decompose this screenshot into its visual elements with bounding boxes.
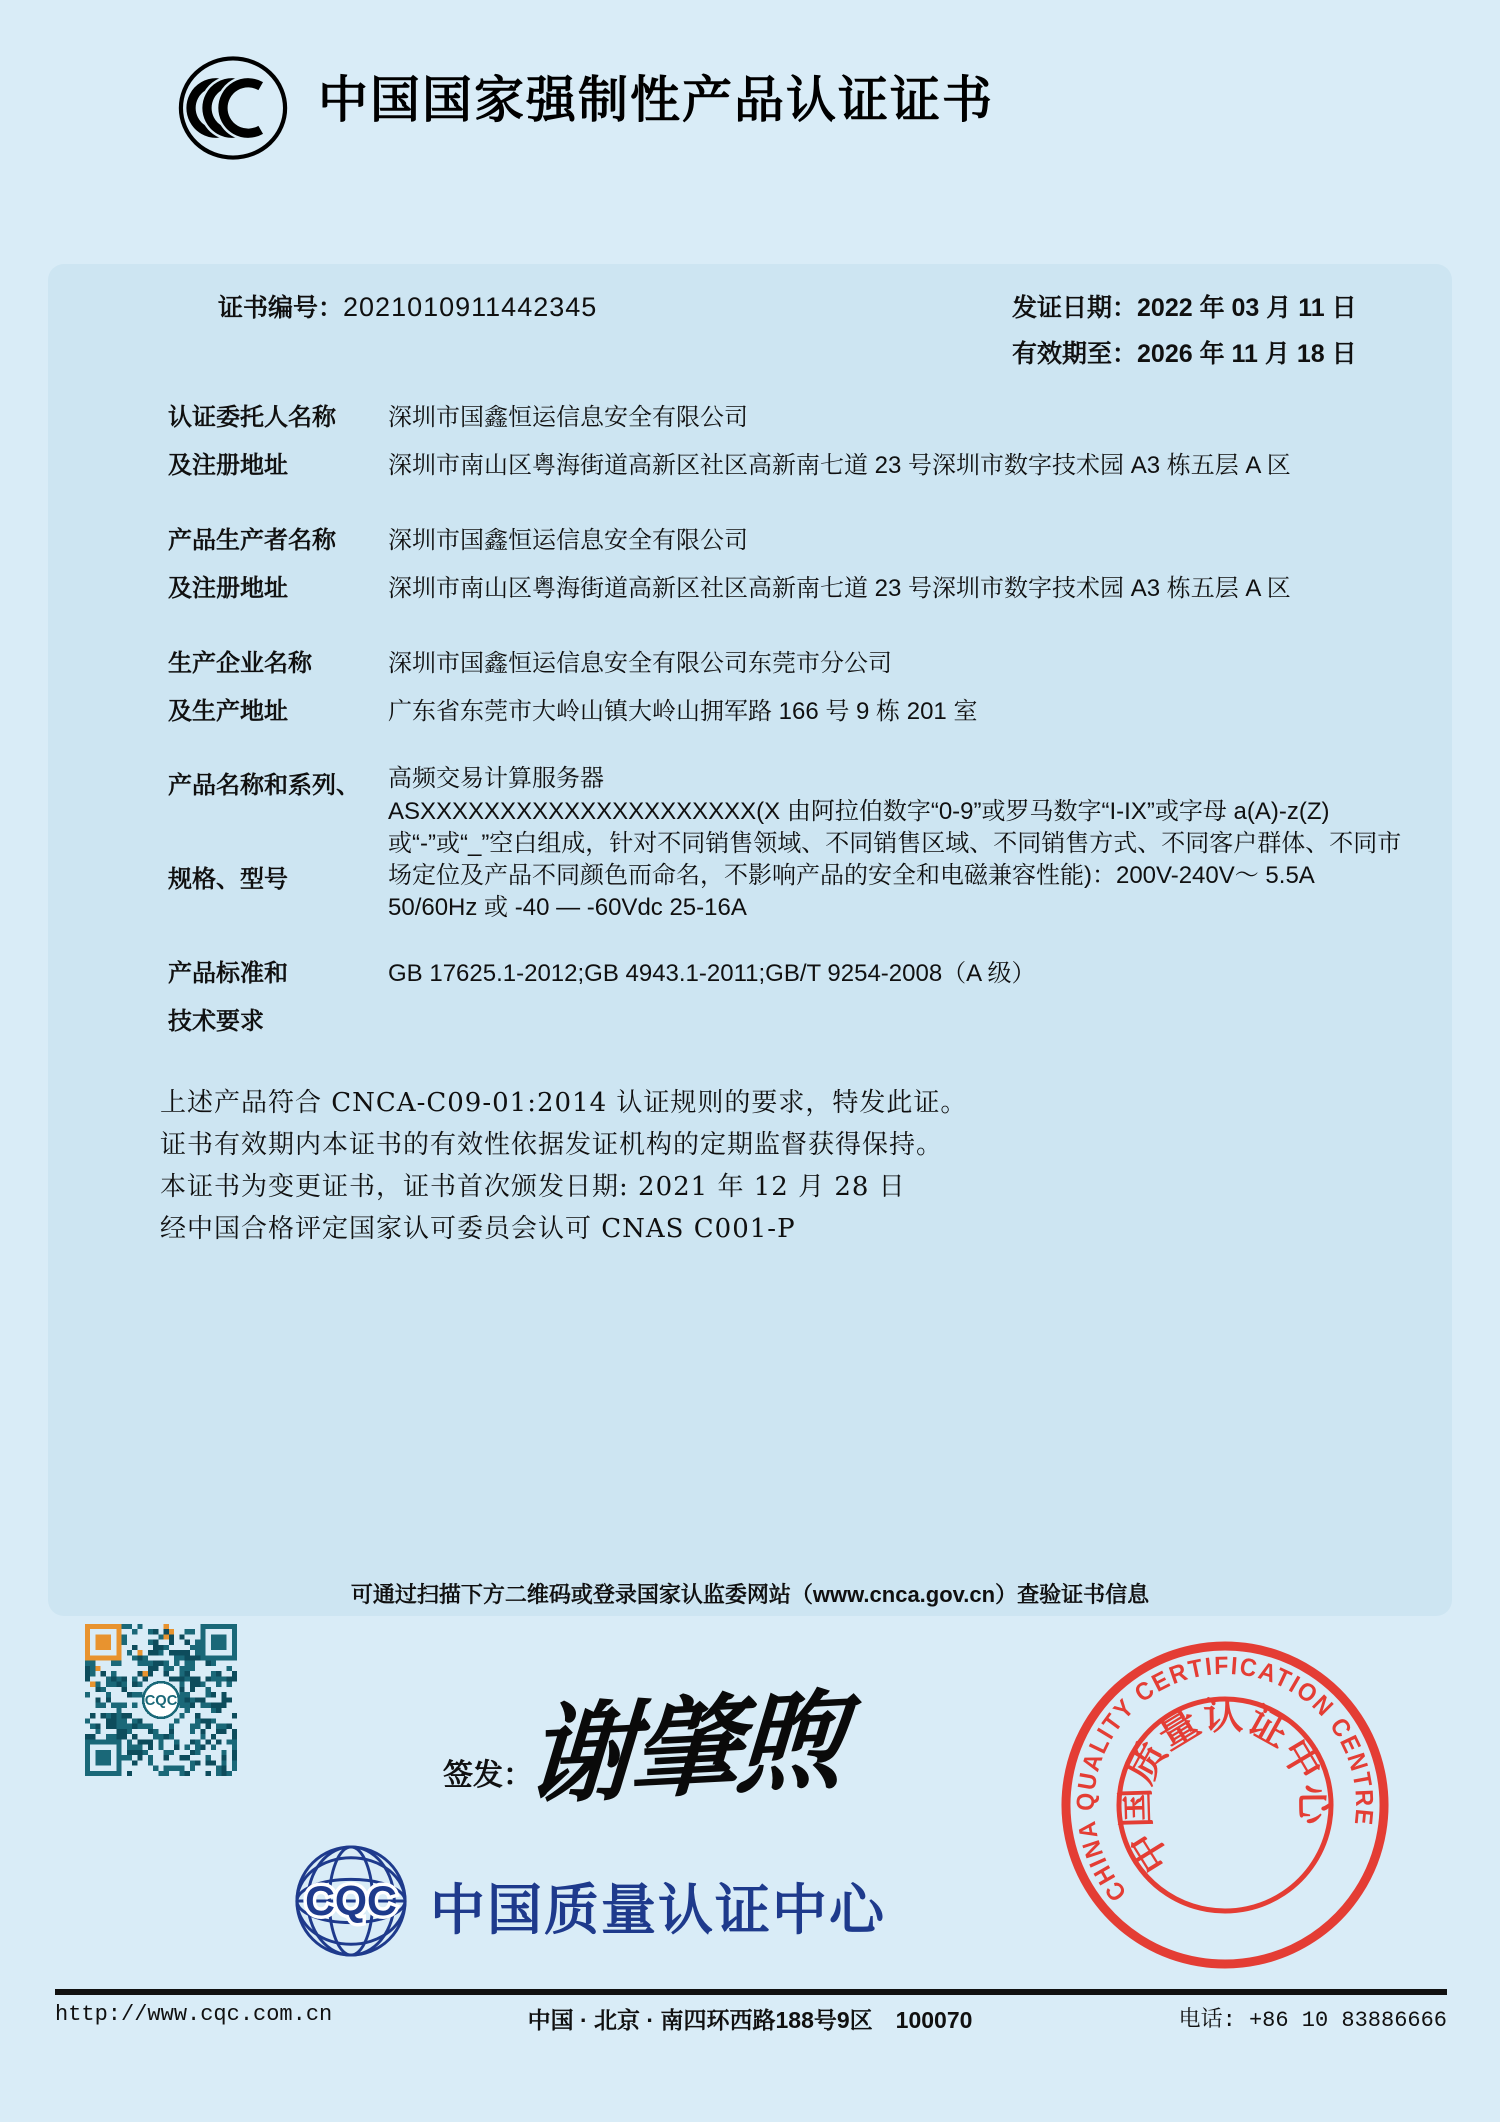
factory-name: 深圳市国鑫恒运信息安全有限公司东莞市分公司 [388, 650, 892, 677]
factory-address: 广东省东莞市大岭山镇大岭山拥军路 166 号 9 栋 201 室 [388, 698, 978, 725]
note-line: 证书有效期内本证书的有效性依据发证机构的定期监督获得保持。 [160, 1130, 944, 1160]
producer-label-line1: 产品生产者名称 [168, 527, 336, 554]
valid-to-value: 2026 年 11 月 18 日 [1137, 340, 1357, 368]
product-label-line1: 产品名称和系列、 [168, 772, 360, 799]
red-seal-stamp [1040, 1620, 1410, 1990]
applicant-address: 深圳市南山区粤海街道高新区社区高新南七道 23 号深圳市数字技术园 A3 栋五层 A 区 [388, 452, 1291, 479]
note-line: 本证书为变更证书，证书首次颁发日期: 2021 年 12 月 28 日 [160, 1172, 906, 1202]
valid-to-label: 有效期至： [1012, 339, 1138, 368]
certificate-number-label: 证书编号： [218, 293, 344, 322]
standard-value [388, 950, 1402, 998]
product-name: 高频交易计算服务器 [388, 765, 604, 792]
footer-divider [55, 1989, 1447, 1995]
certificate-number-value: 2021010911442345 [343, 292, 598, 322]
standard-label-line1: 产品标准和 [168, 960, 288, 987]
applicant-label [168, 394, 398, 490]
standard-codes: GB 17625.1-2012;GB 4943.1-2011;GB/T 9254-2008（A 级） [388, 960, 1036, 987]
note-line: 经中国合格评定国家认可委员会认可 CNAS C001-P [160, 1214, 796, 1244]
cqc-acronym: CQC [305, 1877, 397, 1924]
qr-code [85, 1624, 237, 1776]
note-line: 上述产品符合 CNCA-C09-01:2014 认证规则的要求，特发此证。 [160, 1088, 968, 1118]
issue-date-value: 2022 年 03 月 11 日 [1137, 294, 1357, 322]
footer-phone: 电话: +86 10 83886666 [1178, 2008, 1447, 2033]
signature-handwriting: 谢肇煦 [523, 1679, 844, 1818]
stamp-inner-text: 中国质量认证中心 [1115, 1695, 1335, 1880]
verification-note: 可通过扫描下方二维码或登录国家认监委网站（www.cnca.gov.cn）查验证书信息 [350, 1582, 1150, 1607]
issue-date-label: 发证日期： [1012, 293, 1138, 322]
product-value [388, 762, 1402, 924]
factory-value [388, 640, 1402, 736]
sign-off-label: 签发： [443, 1758, 533, 1793]
producer-label-line2: 及注册地址 [168, 575, 288, 602]
factory-label-line1: 生产企业名称 [168, 650, 312, 677]
footer-website: http://www.cqc.com.cn [55, 2002, 333, 2027]
producer-address: 深圳市南山区粤海街道高新区社区高新南七道 23 号深圳市数字技术园 A3 栋五层 A 区 [388, 575, 1291, 602]
applicant-label-line1: 认证委托人名称 [168, 404, 336, 431]
page-title: 中国国家强制性产品认证证书 [318, 72, 994, 128]
ccc-logo-icon [170, 48, 296, 168]
applicant-label-line2: 及注册地址 [168, 452, 288, 479]
producer-value [388, 517, 1402, 613]
producer-label [168, 517, 398, 613]
product-model-description: ASXXXXXXXXXXXXXXXXXXXXX(X 由阿拉伯数字“0-9”或罗马数字“I-IX”或字母 a(A)-z(Z)或“-”或“_”空白组成，针对不同销售领域、不同销售区域、不同销售方式、不同客户群体、不同市场定位及产品不同颜色而命名，不影响产品的安全和电磁兼容性能)：200V-240V～ 5.5A 50/60Hz 或 -40 — -60Vdc 25-16A [388, 798, 1402, 921]
certificate-number-row [218, 288, 597, 324]
footer-address: 中国 · 北京 · 南四环西路188号9区 100070 [527, 2007, 973, 2033]
date-block [1012, 285, 1357, 377]
factory-label-line2: 及生产地址 [168, 698, 288, 725]
applicant-value [388, 394, 1402, 490]
svg-text:CQC: CQC [144, 1693, 178, 1710]
cqc-centre-name: 中国质量认证中心 [430, 1879, 887, 1941]
factory-label [168, 640, 398, 736]
producer-name: 深圳市国鑫恒运信息安全有限公司 [388, 527, 748, 554]
standard-label [168, 950, 398, 1046]
applicant-name: 深圳市国鑫恒运信息安全有限公司 [388, 404, 748, 431]
stamp-ring-text: CHINA QUALITY CERTIFICATION CENTRE [1071, 1651, 1379, 1907]
cqc-globe-icon [292, 1842, 410, 1960]
product-label [168, 762, 398, 904]
standard-label-line2: 技术要求 [168, 1008, 264, 1035]
product-label-line2: 规格、型号 [168, 866, 288, 893]
svg-text:CHINA QUALITY CERTIFICATION CE [1043, 1623, 1390, 1910]
